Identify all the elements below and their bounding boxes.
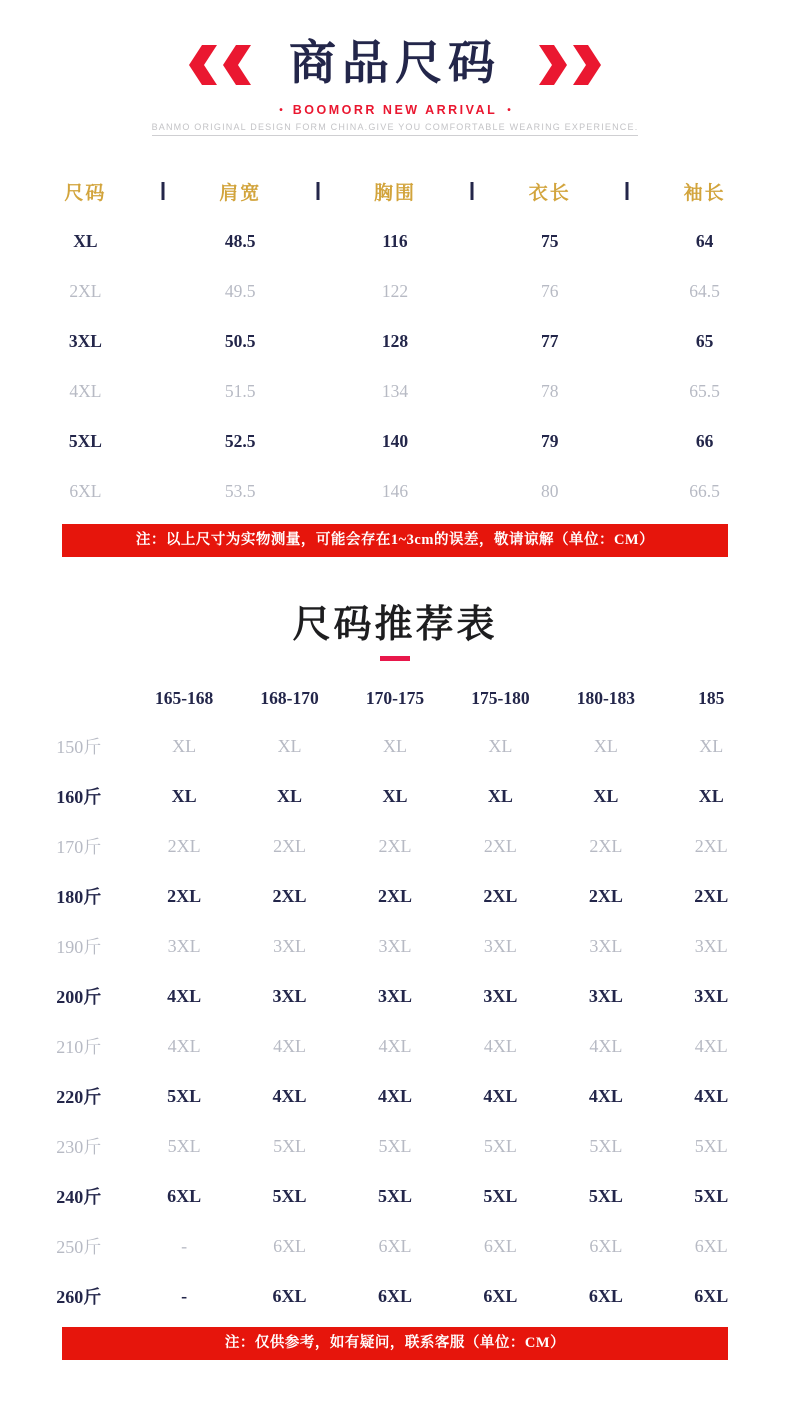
- column-separator-icon: [161, 182, 164, 200]
- recommended-size-value: XL: [171, 785, 197, 806]
- measurement-value: 49.5: [224, 280, 256, 301]
- recommended-size-value: -: [181, 1235, 188, 1256]
- double-chevron-left-icon: [189, 45, 255, 85]
- table-row: [26, 921, 764, 971]
- measurement-value: 146: [381, 480, 409, 501]
- recommended-size-value: 6XL: [483, 1235, 517, 1256]
- measurement-value: 116: [382, 230, 408, 251]
- recommended-size-value: XL: [593, 785, 619, 806]
- measurement-value: 77: [541, 330, 559, 351]
- recommended-size-value: 6XL: [378, 1235, 412, 1256]
- recommendation-section: [0, 601, 790, 1360]
- recommended-size-value: 5XL: [589, 1135, 623, 1156]
- height-column-header: 165-168: [154, 687, 214, 708]
- size-label: 5XL: [68, 430, 102, 451]
- recommended-size-value: 6XL: [483, 1285, 518, 1306]
- table-row: [8, 366, 782, 416]
- size-label: 2XL: [69, 280, 102, 301]
- recommended-size-value: 2XL: [377, 885, 412, 906]
- height-column-header: 180-183: [576, 687, 636, 708]
- measurement-column-header: 衣长: [528, 182, 571, 204]
- recommended-size-value: 3XL: [694, 985, 729, 1006]
- size-label: XL: [73, 230, 98, 251]
- recommended-size-value: XL: [382, 735, 407, 756]
- measurement-column-header: 尺码: [64, 182, 107, 204]
- recommended-size-value: 2XL: [273, 835, 307, 856]
- recommended-size-value: XL: [382, 785, 408, 806]
- measurement-value: 66: [695, 430, 714, 451]
- measurement-value: 64: [695, 230, 714, 251]
- measurement-note-banner: [62, 524, 728, 557]
- weight-label: 190斤: [56, 937, 102, 958]
- recommended-size-value: 5XL: [378, 1135, 412, 1156]
- page-title: 商品尺码: [289, 38, 501, 90]
- size-label: 4XL: [69, 380, 102, 401]
- height-column-header: 185: [698, 687, 725, 708]
- recommended-size-value: 4XL: [272, 1085, 307, 1106]
- weight-label: 220斤: [56, 1087, 102, 1108]
- title-underline-bar: [380, 656, 410, 661]
- recommended-size-value: 6XL: [588, 1285, 623, 1306]
- measurement-value: 128: [381, 330, 409, 351]
- weight-label: 170斤: [56, 837, 102, 858]
- measurement-value: 66.5: [689, 480, 720, 501]
- table-row: [8, 416, 782, 466]
- measurement-column-header: 袖长: [683, 182, 726, 204]
- recommended-size-value: 2XL: [167, 885, 202, 906]
- recommended-size-value: 4XL: [588, 1085, 623, 1106]
- height-column-header: 168-170: [260, 687, 319, 708]
- table-row: [26, 1171, 764, 1221]
- recommended-size-value: 3XL: [378, 935, 412, 956]
- table-row: [26, 1071, 764, 1121]
- recommended-size-value: 3XL: [273, 935, 307, 956]
- bullet-icon: •: [507, 104, 511, 116]
- measurement-value: 75: [541, 230, 559, 251]
- brand-tagline: BANMO ORIGINAL DESIGN FORM CHINA.GIVE YOU COMFORTABLE WEARING EXPERIENCE.: [152, 122, 639, 136]
- size-label: 6XL: [69, 480, 102, 501]
- recommended-size-value: XL: [698, 785, 724, 806]
- title-row: [0, 34, 790, 95]
- recommended-size-value: XL: [277, 785, 303, 806]
- table-row: [26, 721, 764, 771]
- recommendation-note-banner: [62, 1327, 728, 1360]
- measurement-value: 65.5: [689, 380, 720, 401]
- measurement-value: 134: [381, 380, 409, 401]
- measurement-value: 65: [695, 330, 714, 351]
- table-row: [8, 466, 782, 516]
- recommended-size-value: 3XL: [483, 985, 518, 1006]
- measurement-header-row: [8, 166, 782, 216]
- recommendation-note-text: 注：仅供参考，如有疑问，联系客服（单位：CM）: [224, 1335, 566, 1352]
- measurement-value: 140: [381, 430, 409, 451]
- recommended-size-value: 6XL: [694, 1285, 729, 1306]
- weight-label: 260斤: [56, 1287, 102, 1308]
- recommended-size-value: 4XL: [694, 1085, 729, 1106]
- recommended-size-value: 5XL: [167, 1085, 202, 1106]
- recommended-size-value: 4XL: [167, 985, 202, 1006]
- recommended-size-value: 2XL: [378, 835, 412, 856]
- recommended-size-value: 5XL: [167, 1135, 201, 1156]
- table-row: [26, 1121, 764, 1171]
- recommended-size-value: 3XL: [272, 985, 307, 1006]
- measurement-value: 51.5: [224, 380, 256, 401]
- column-separator-icon: [626, 182, 629, 200]
- recommended-size-value: 2XL: [694, 835, 728, 856]
- bullet-icon: •: [279, 104, 283, 116]
- measurement-value: 48.5: [224, 230, 256, 251]
- measurement-value: 52.5: [224, 430, 256, 451]
- recommended-size-value: 2XL: [589, 835, 623, 856]
- recommendation-rows: [0, 721, 790, 1321]
- height-column-header: 170-175: [365, 687, 425, 708]
- table-row: [26, 971, 764, 1021]
- recommended-size-value: 2XL: [483, 885, 518, 906]
- subtitle-text: BOOMORR NEW ARRIVAL: [292, 103, 498, 118]
- recommended-size-value: 3XL: [377, 985, 412, 1006]
- weight-label: 200斤: [56, 987, 102, 1008]
- recommended-size-value: 5XL: [694, 1185, 729, 1206]
- measurement-section: [0, 166, 790, 557]
- recommendation-title: 尺码推荐表: [292, 604, 498, 647]
- height-column-header: 175-180: [471, 687, 530, 708]
- measurement-column-header: 胸围: [373, 182, 416, 204]
- recommended-size-value: 4XL: [483, 1035, 517, 1056]
- recommended-size-value: 3XL: [588, 985, 623, 1006]
- weight-label: 180斤: [56, 887, 102, 908]
- recommended-size-value: 5XL: [588, 1185, 623, 1206]
- recommended-size-value: 3XL: [167, 935, 201, 956]
- table-row: [8, 216, 782, 266]
- recommended-size-value: 5XL: [483, 1185, 518, 1206]
- table-row: [26, 1221, 764, 1271]
- measurement-value: 53.5: [224, 480, 256, 501]
- table-row: [26, 1271, 764, 1321]
- recommended-size-value: 3XL: [483, 935, 517, 956]
- measurement-value: 80: [541, 480, 559, 501]
- weight-label: 210斤: [56, 1037, 102, 1058]
- recommended-size-value: 2XL: [272, 885, 307, 906]
- measurement-rows: [0, 216, 790, 516]
- table-row: [26, 871, 764, 921]
- recommended-size-value: 5XL: [694, 1135, 728, 1156]
- recommended-size-value: 4XL: [589, 1035, 623, 1056]
- size-label: 3XL: [68, 330, 102, 351]
- measurement-value: 79: [541, 430, 559, 451]
- recommended-size-value: XL: [488, 735, 513, 756]
- recommended-size-value: 2XL: [694, 885, 729, 906]
- recommended-size-value: XL: [277, 735, 302, 756]
- header: [0, 0, 790, 136]
- column-separator-icon: [471, 182, 474, 200]
- recommended-size-value: 6XL: [694, 1235, 728, 1256]
- recommended-size-value: 4XL: [378, 1035, 412, 1056]
- recommended-size-value: 4XL: [167, 1035, 201, 1056]
- recommended-size-value: XL: [699, 735, 724, 756]
- recommended-size-value: -: [181, 1285, 188, 1306]
- measurement-value: 50.5: [224, 330, 256, 351]
- recommended-size-value: 4XL: [273, 1035, 307, 1056]
- recommended-size-value: 5XL: [272, 1185, 307, 1206]
- recommended-size-value: 4XL: [377, 1085, 412, 1106]
- recommended-size-value: 6XL: [273, 1235, 307, 1256]
- recommended-size-value: 2XL: [167, 835, 201, 856]
- recommended-size-value: 5XL: [377, 1185, 412, 1206]
- measurement-column-header: 肩宽: [219, 182, 262, 204]
- table-row: [26, 1021, 764, 1071]
- weight-label: 250斤: [56, 1237, 102, 1258]
- measurement-value: 76: [541, 280, 559, 301]
- recommended-size-value: 6XL: [272, 1285, 307, 1306]
- recommendation-header-row: [26, 675, 764, 721]
- recommended-size-value: XL: [593, 735, 618, 756]
- recommended-size-value: XL: [172, 735, 197, 756]
- weight-label: 240斤: [56, 1187, 102, 1208]
- recommended-size-value: 5XL: [273, 1135, 307, 1156]
- double-chevron-right-icon: [535, 45, 601, 85]
- recommended-size-value: 5XL: [483, 1135, 517, 1156]
- tagline-row: [0, 117, 790, 136]
- table-row: [26, 771, 764, 821]
- weight-label: 230斤: [56, 1137, 102, 1158]
- measurement-value: 64.5: [689, 280, 720, 301]
- weight-label: 160斤: [56, 787, 102, 808]
- recommended-size-value: 3XL: [694, 935, 728, 956]
- recommended-size-value: 4XL: [483, 1085, 518, 1106]
- measurement-note-text: 注：以上尺寸为实物测量，可能会存在1~3cm的误差，敬请谅解（单位：CM）: [135, 532, 655, 549]
- weight-label: 150斤: [56, 737, 102, 758]
- table-row: [8, 316, 782, 366]
- measurement-value: 78: [541, 380, 559, 401]
- column-separator-icon: [316, 182, 319, 200]
- recommended-size-value: 4XL: [694, 1035, 728, 1056]
- recommended-size-value: 2XL: [483, 835, 517, 856]
- recommended-size-value: 6XL: [377, 1285, 412, 1306]
- recommended-size-value: XL: [487, 785, 513, 806]
- table-row: [8, 266, 782, 316]
- recommended-size-value: 2XL: [588, 885, 623, 906]
- table-row: [26, 821, 764, 871]
- recommended-size-value: 6XL: [167, 1185, 202, 1206]
- measurement-value: 122: [381, 280, 409, 301]
- recommended-size-value: 6XL: [589, 1235, 623, 1256]
- subtitle-row: [0, 103, 790, 117]
- recommended-size-value: 3XL: [589, 935, 623, 956]
